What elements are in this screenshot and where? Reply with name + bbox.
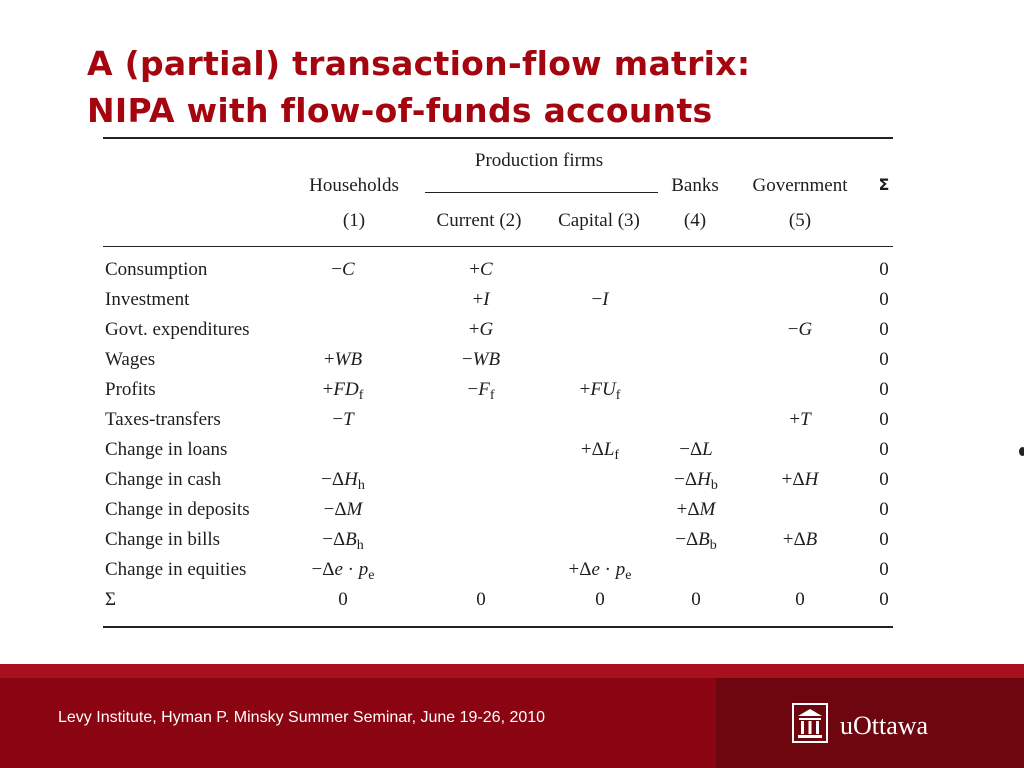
cell-current: +C bbox=[469, 259, 493, 280]
cell-current: +G bbox=[468, 319, 494, 340]
cell-households: $-\Delta B_h$ bbox=[322, 529, 364, 553]
table-top-rule bbox=[103, 137, 893, 139]
header-sigma: Σ bbox=[878, 175, 890, 194]
cell-sigma: 0 bbox=[879, 259, 889, 280]
cell-sigma: 0 bbox=[879, 559, 889, 580]
cell-sigma: 0 bbox=[879, 469, 889, 490]
slide-title-line1: A (partial) transaction-flow matrix: bbox=[87, 44, 751, 83]
cell-households: $-\Delta H_h$ bbox=[321, 469, 365, 493]
cell-capital: $+\Delta e \cdot p_e$ bbox=[568, 559, 632, 583]
cell-sigma: 0 bbox=[879, 289, 889, 310]
cell-current: 0 bbox=[476, 589, 486, 610]
cell-banks: −ΔL bbox=[679, 439, 713, 460]
cell-households: +WB bbox=[323, 349, 363, 370]
cell-sigma: 0 bbox=[879, 499, 889, 520]
header-production-firms: Production firms bbox=[474, 150, 604, 171]
cell-sigma: 0 bbox=[879, 349, 889, 370]
header-capital: Capital (3) bbox=[558, 210, 640, 231]
cell-current: $-F_f$ bbox=[467, 379, 495, 403]
cell-households: $-\Delta e \cdot p_e$ bbox=[311, 559, 375, 583]
cell-current: +I bbox=[472, 289, 490, 310]
row-label: Investment bbox=[105, 289, 190, 310]
cell-government: +ΔH bbox=[781, 469, 819, 490]
row-label: Change in deposits bbox=[105, 499, 250, 520]
row-label: Change in cash bbox=[105, 469, 222, 490]
header-government: Government bbox=[752, 175, 848, 196]
cell-banks: $-\Delta B_b$ bbox=[675, 529, 717, 553]
cell-government: −G bbox=[787, 319, 813, 340]
cell-banks: $-\Delta H_b$ bbox=[674, 469, 718, 493]
row-label: Change in loans bbox=[105, 439, 228, 460]
production-firms-underline bbox=[425, 192, 658, 193]
footer-citation: Levy Institute, Hyman P. Minsky Summer Seminar, June 19-26, 2010 bbox=[58, 709, 546, 726]
cell-capital: $+\Delta L_f$ bbox=[580, 439, 620, 463]
header-households-number: (1) bbox=[342, 210, 366, 231]
row-label: Change in bills bbox=[105, 529, 221, 550]
footer-top-stripe bbox=[0, 664, 1024, 678]
cell-sigma: 0 bbox=[879, 379, 889, 400]
cell-sigma: 0 bbox=[879, 439, 889, 460]
cell-banks: 0 bbox=[691, 589, 701, 610]
cell-banks: +ΔM bbox=[676, 499, 716, 520]
row-label: Change in equities bbox=[105, 559, 247, 580]
cell-capital: $+FU_f$ bbox=[579, 379, 621, 403]
cell-households: 0 bbox=[338, 589, 348, 610]
cell-sigma: 0 bbox=[879, 529, 889, 550]
header-banks-number: (4) bbox=[683, 210, 707, 231]
stray-dot bbox=[1019, 447, 1024, 456]
cell-government: +ΔB bbox=[782, 529, 818, 550]
cell-government: 0 bbox=[795, 589, 805, 610]
cell-households: −C bbox=[331, 259, 355, 280]
row-label: Σ bbox=[105, 589, 117, 610]
table-header-rule bbox=[103, 246, 893, 247]
cell-capital: 0 bbox=[595, 589, 605, 610]
header-government-number: (5) bbox=[788, 210, 812, 231]
cell-households: $+FD_f$ bbox=[322, 379, 364, 403]
row-label: Profits bbox=[105, 379, 156, 400]
row-label: Consumption bbox=[105, 259, 208, 280]
row-label: Taxes-transfers bbox=[105, 409, 221, 430]
cell-sigma: 0 bbox=[879, 409, 889, 430]
cell-sigma: 0 bbox=[879, 589, 889, 610]
cell-current: −WB bbox=[461, 349, 501, 370]
row-label: Wages bbox=[105, 349, 156, 370]
cell-households: −ΔM bbox=[323, 499, 363, 520]
building-columns-icon bbox=[792, 703, 828, 743]
cell-government: +T bbox=[789, 409, 811, 430]
slide-title-line2: NIPA with flow-of-funds accounts bbox=[87, 91, 713, 130]
header-current: Current (2) bbox=[436, 210, 522, 231]
cell-sigma: 0 bbox=[879, 319, 889, 340]
cell-capital: −I bbox=[591, 289, 609, 310]
cell-households: −T bbox=[332, 409, 354, 430]
header-households: Households bbox=[309, 175, 399, 196]
row-label: Govt. expenditures bbox=[105, 319, 250, 340]
table-bottom-rule bbox=[103, 626, 893, 628]
header-banks: Banks bbox=[671, 175, 719, 196]
uottawa-logo-text: uOttawa bbox=[840, 711, 929, 740]
